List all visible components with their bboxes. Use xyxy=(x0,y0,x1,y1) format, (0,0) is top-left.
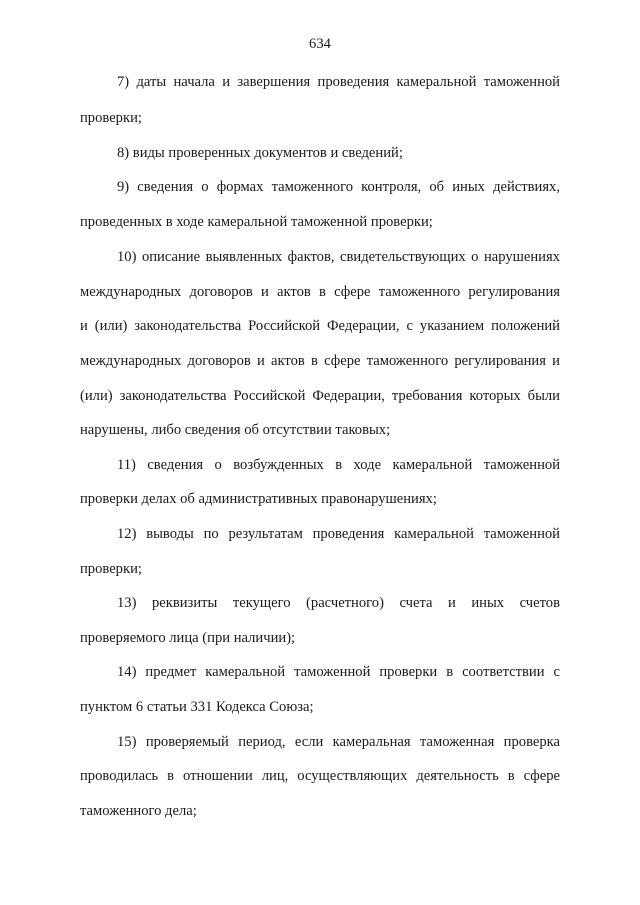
text-line: международных договоров и актов в сфере таможенного регулирования xyxy=(80,284,560,300)
text-line: проверки; xyxy=(80,110,142,126)
text-line: проводилась в отношении лиц, осуществляющих деятельность в сфере xyxy=(80,768,560,784)
text-line: проведенных в ходе камеральной таможенной проверки; xyxy=(80,214,433,230)
text-line: 14) предмет камеральной таможенной проверки в соответствии с xyxy=(117,664,560,680)
text-line: (или) законодательства Российской Федерации, требования которых были xyxy=(80,388,560,404)
text-line: 12) выводы по результатам проведения камеральной таможенной xyxy=(117,526,560,542)
text-line: 9) сведения о формах таможенного контроля, об иных действиях, xyxy=(117,179,560,195)
text-line: 10) описание выявленных фактов, свидетельствующих о нарушениях xyxy=(117,249,560,265)
text-line: 11) сведения о возбужденных в ходе камеральной таможенной xyxy=(117,457,560,473)
text-line: проверки делах об административных правонарушениях; xyxy=(80,491,437,507)
text-line: 8) виды проверенных документов и сведений; xyxy=(117,145,403,161)
text-line: 13) реквизиты текущего (расчетного) счета и иных счетов xyxy=(117,595,560,611)
text-line: пунктом 6 статьи 331 Кодекса Союза; xyxy=(80,699,314,715)
text-line: международных договоров и актов в сфере таможенного регулирования и xyxy=(80,353,560,369)
text-line: 15) проверяемый период, если камеральная таможенная проверка xyxy=(117,734,560,750)
text-line: 7) даты начала и завершения проведения камеральной таможенной xyxy=(117,74,560,90)
page-number: 634 xyxy=(309,36,331,52)
text-line: проверяемого лица (при наличии); xyxy=(80,630,296,646)
text-line: нарушены, либо сведения об отсутствии таковых; xyxy=(80,422,391,438)
text-line: и (или) законодательства Российской Федерации, с указанием положений xyxy=(80,318,560,334)
text-line: таможенного дела; xyxy=(80,803,197,819)
text-line: проверки; xyxy=(80,561,142,577)
